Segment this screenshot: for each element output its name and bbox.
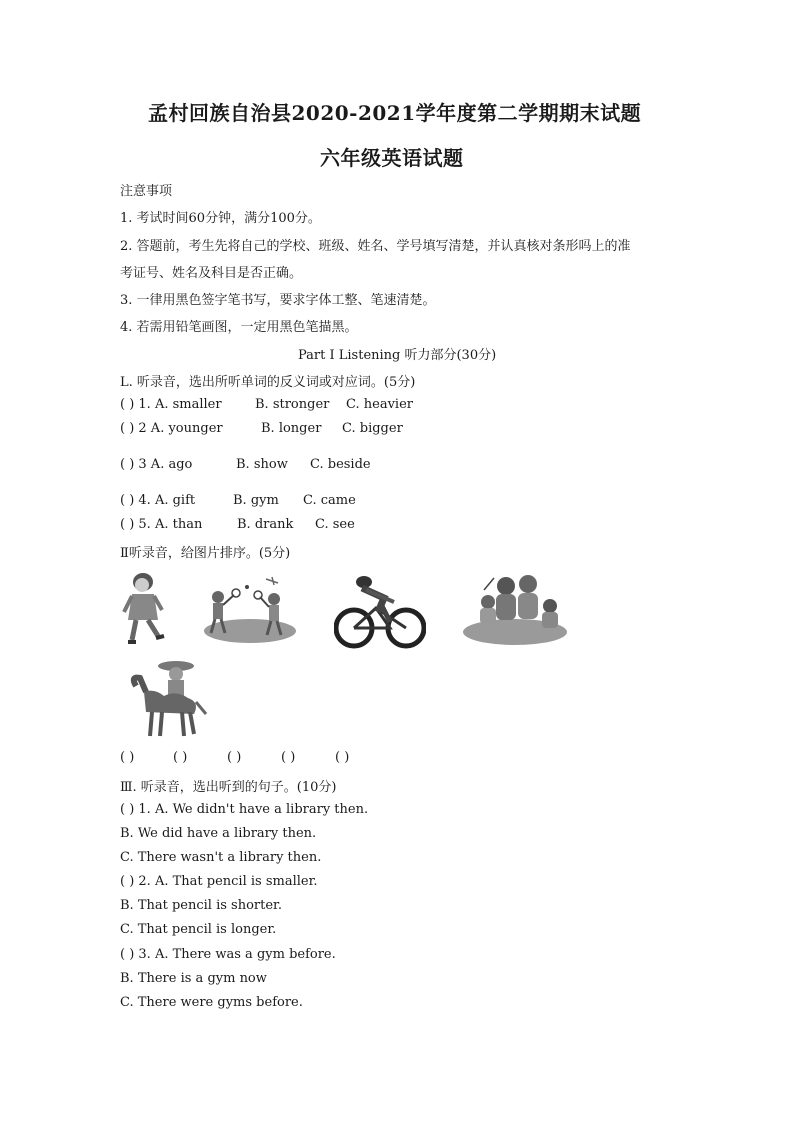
option-c: C. beside — [310, 457, 371, 472]
note-item: 2. 答题前，考生先将自己的学校、班级、姓名、学号填写清楚，并认真核对条形吗上的准 — [120, 239, 631, 254]
question-line: ( ) 3. A. There was a gym before. — [120, 947, 336, 962]
option-c: C. bigger — [342, 421, 403, 436]
option-line: C. That pencil is longer. — [120, 922, 277, 937]
note-item: 3. 一律用黑色签字笔书写，要求字体工整、笔速清楚。 — [120, 293, 436, 308]
note-item: 1. 考试时间60分钟，满分100分。 — [120, 211, 321, 226]
question-stem: ( ) 2 A. younger — [120, 421, 223, 436]
answer-slot[interactable]: ( ) — [120, 750, 135, 765]
part-heading: Part Ⅰ Listening 听力部分(30分) — [298, 348, 497, 363]
camel-rider-image — [124, 658, 210, 740]
question-stem: ( ) 5. A. than — [120, 517, 203, 532]
section2-heading: Ⅱ听录音，给图片排序。(5分) — [120, 546, 291, 561]
question-stem: ( ) 3 A. ago — [120, 457, 193, 472]
badminton-players-image — [200, 575, 298, 645]
option-line: B. We did have a library then. — [120, 826, 317, 841]
option-line: C. There were gyms before. — [120, 995, 303, 1010]
page-subtitle: 六年级英语试题 — [320, 146, 464, 170]
girl-walking-image — [118, 570, 168, 648]
answer-slot[interactable]: ( ) — [281, 750, 296, 765]
question-stem: ( ) 4. A. gift — [120, 493, 196, 508]
note-item: 考证号、姓名及科目是否正确。 — [120, 266, 303, 281]
page-title: 孟村回族自治县2020-2021学年度第二学期期末试题 — [148, 101, 642, 125]
option-b: B. longer — [261, 421, 322, 436]
answer-slot[interactable]: ( ) — [173, 750, 188, 765]
question-row — [120, 457, 371, 472]
question-line: ( ) 2. A. That pencil is smaller. — [120, 874, 318, 889]
option-b: B. show — [236, 457, 288, 472]
option-line: C. There wasn't a library then. — [120, 850, 322, 865]
option-b: B. drank — [237, 517, 294, 532]
option-b: B. stronger — [255, 397, 330, 412]
notes-heading: 注意事项 — [120, 184, 173, 199]
answer-slot[interactable]: ( ) — [227, 750, 242, 765]
question-stem: ( ) 1. A. smaller — [120, 397, 222, 412]
cyclist-image — [334, 572, 426, 650]
option-c: C. came — [303, 493, 356, 508]
note-item: 4. 若需用铅笔画图，一定用黑色笔描黑。 — [120, 320, 358, 335]
section3-heading: Ⅲ. 听录音，选出听到的句子。(10分) — [120, 780, 337, 795]
question-row — [120, 397, 413, 412]
question-row — [120, 517, 355, 532]
option-line: B. There is a gym now — [120, 971, 267, 986]
answer-slot[interactable]: ( ) — [335, 750, 350, 765]
option-line: B. That pencil is shorter. — [120, 898, 282, 913]
question-row — [120, 493, 356, 508]
section1-heading: L. 听录音，选出所听单词的反义词或对应词。(5分) — [120, 375, 416, 390]
option-c: C. heavier — [346, 397, 413, 412]
question-line: ( ) 1. A. We didn't have a library then. — [120, 802, 369, 817]
option-c: C. see — [315, 517, 355, 532]
family-picnic-image — [460, 572, 570, 648]
question-row — [120, 421, 403, 436]
option-b: B. gym — [233, 493, 279, 508]
